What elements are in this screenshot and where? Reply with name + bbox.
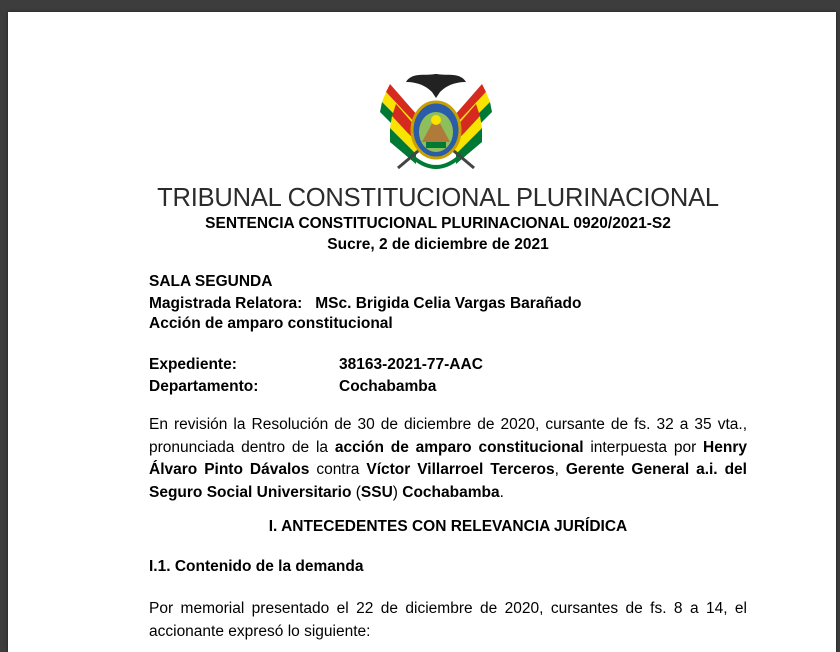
- para-text: interpuesta por: [583, 438, 704, 456]
- revision-paragraph: [149, 414, 747, 504]
- tribunal-heading: TRIBUNAL CONSTITUCIONAL PLURINACIONAL: [157, 184, 719, 212]
- document-page: [8, 12, 836, 652]
- sentencia-number: SENTENCIA CONSTITUCIONAL PLURINACIONAL 0920/2021-S2: [205, 215, 671, 232]
- para-text: ,: [554, 461, 566, 478]
- para-bold: Víctor Villarroel Terceros: [366, 461, 555, 478]
- bolivia-coat-of-arms-icon: [376, 64, 496, 184]
- sentencia-date: Sucre, 2 de diciembre de 2021: [327, 236, 549, 253]
- departamento-label: Departamento:: [149, 378, 259, 395]
- para-text: .: [499, 483, 504, 501]
- accion-label: Acción de amparo constitucional: [149, 315, 393, 332]
- para-text: contra: [309, 461, 367, 478]
- para-bold: SSU: [360, 483, 393, 501]
- expediente-value: 38163-2021-77-AAC: [339, 356, 483, 373]
- para-bold: Gerente General a.i. del Seguro Social Universitario: [149, 461, 747, 501]
- para-text: (: [351, 483, 361, 501]
- departamento-value: Cochabamba: [339, 378, 437, 395]
- para-text: En revisión la Resolución de 30 de diciembre de 2020, cursante de fs. 32 a 35 vta., pronunciada dentro de la: [149, 416, 747, 456]
- expediente-label: Expediente:: [149, 356, 237, 373]
- subsection-title: I.1. Contenido de la demanda: [149, 558, 364, 575]
- para-bold: Henry Álvaro Pinto Dávalos: [149, 438, 747, 478]
- para-bold: Cochabamba: [402, 483, 500, 501]
- section-title: I. ANTECEDENTES CON RELEVANCIA JURÍDICA: [268, 518, 628, 535]
- para-text: ): [392, 483, 403, 501]
- relatora-line: [149, 295, 581, 313]
- sala-label: SALA SEGUNDA: [149, 273, 273, 290]
- relatora-name: MSc. Brigida Celia Vargas Barañado: [315, 295, 582, 312]
- memorial-paragraph: Por memorial presentado el 22 de diciembre de 2020, cursantes de fs. 8 a 14, el accionante expresó lo siguiente:: [149, 600, 747, 640]
- para-bold: acción de amparo constitucional: [334, 438, 584, 456]
- relatora-label: Magistrada Relatora:: [149, 295, 303, 312]
